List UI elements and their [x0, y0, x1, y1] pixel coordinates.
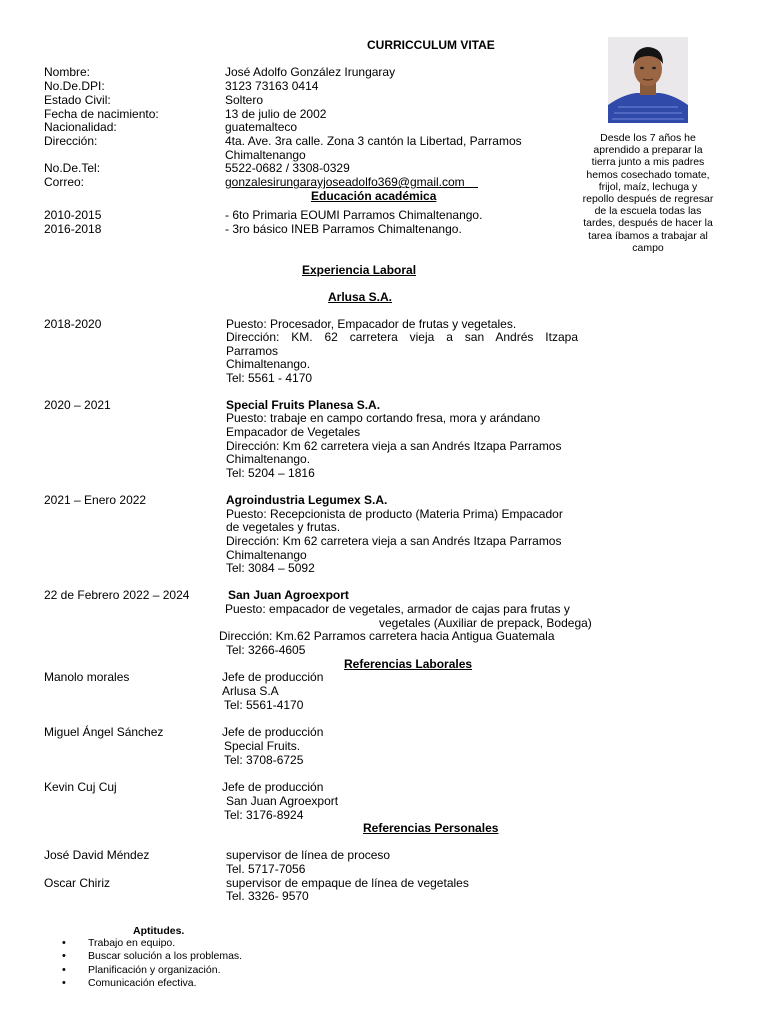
job-company: Special Fruits Planesa S.A.: [226, 398, 381, 412]
ref-name: Kevin Cuj Cuj: [44, 780, 117, 794]
job-line: Puesto: empacador de vegetales, armador de cajas para frutas y: [225, 602, 570, 616]
ref-line: Tel. 3326- 9570: [226, 889, 309, 903]
label-correo: Correo:: [44, 175, 85, 189]
job-line: Chimaltenango.: [226, 357, 311, 371]
value-correo: gonzalesirungarayjoseadolfo369@gmail.com: [225, 175, 478, 189]
profile-photo: [608, 37, 688, 123]
education-item: - 3ro básico INEB Parramos Chimaltenango.: [225, 222, 462, 236]
value-nacionalidad: guatemalteco: [225, 120, 298, 134]
company-arlusa: Arlusa S.A.: [328, 290, 393, 304]
ref-line: Arlusa S.A: [222, 684, 279, 698]
job-line: Puesto: Procesador, Empacador de frutas y vegetales.: [226, 317, 517, 331]
education-years: 2010-2015: [44, 208, 102, 222]
job-period: 22 de Febrero 2022 – 2024: [44, 588, 190, 602]
job-period: 2018-2020: [44, 317, 102, 331]
ref-line: Tel: 3176-8924: [224, 808, 304, 822]
skill-item: • Trabajo en equipo.: [62, 937, 242, 950]
label-nombre: Nombre:: [44, 65, 91, 79]
job-line: Tel: 5561 - 4170: [226, 371, 313, 385]
personal-refs-heading: Referencias Personales: [363, 821, 499, 835]
skill-item: • Planificación y organización.: [62, 964, 242, 977]
ref-line: San Juan Agroexport: [226, 794, 339, 808]
job-line: Dirección: Km 62 carretera vieja a san Andrés Itzapa Parramos: [226, 439, 562, 453]
education-heading: Educación académica: [311, 189, 437, 203]
skills-list: [62, 937, 242, 991]
job-period: 2020 – 2021: [44, 398, 111, 412]
job-company: San Juan Agroexport: [228, 588, 349, 602]
ref-name: Oscar Chiriz: [44, 876, 111, 890]
job-line: Parramos: [226, 344, 279, 358]
value-dpi: 3123 73163 0414: [225, 79, 319, 93]
job-line: Chimaltenango: [226, 548, 307, 562]
ref-line: Jefe de producción: [222, 780, 324, 794]
ref-line: Jefe de producción: [222, 725, 324, 739]
job-line: Tel: 3084 – 5092: [226, 561, 315, 575]
job-line: Puesto: Recepcionista de producto (Materia Prima) Empacador: [226, 507, 563, 521]
label-nacionalidad: Nacionalidad:: [44, 120, 117, 134]
ref-line: Jefe de producción: [222, 670, 324, 684]
label-dpi: No.De.DPI:: [44, 79, 105, 93]
experience-heading: Experiencia Laboral: [302, 263, 417, 277]
education-years: 2016-2018: [44, 222, 102, 236]
label-direccion: Dirección:: [44, 134, 98, 148]
ref-line: Tel: 3708-6725: [224, 753, 304, 767]
value-fecha-nacimiento: 13 de julio de 2002: [225, 107, 327, 121]
ref-line: Tel. 5717-7056: [226, 862, 306, 876]
job-line: Puesto: trabaje en campo cortando fresa, mora y arándano: [226, 411, 541, 425]
value-estado-civil: Soltero: [225, 93, 264, 107]
job-line: Dirección: Km.62 Parramos carretera hacia Antigua Guatemala: [219, 629, 555, 643]
value-direccion-2: Chimaltenango: [225, 148, 306, 162]
education-item: - 6to Primaria EOUMI Parramos Chimaltenango.: [225, 208, 483, 222]
ref-name: José David Méndez: [44, 848, 150, 862]
job-line: Chimaltenango.: [226, 452, 311, 466]
job-line: Dirección: Km 62 carretera vieja a san Andrés Itzapa Parramos: [226, 534, 562, 548]
ref-line: supervisor de empaque de línea de vegetales: [226, 876, 469, 890]
ref-line: supervisor de línea de proceso: [226, 848, 391, 862]
work-refs-heading: Referencias Laborales: [344, 657, 473, 671]
job-line: vegetales (Auxiliar de prepack, Bodega): [379, 616, 592, 630]
label-estado-civil: Estado Civil:: [44, 93, 111, 107]
job-line: de vegetales y frutas.: [226, 520, 341, 534]
job-line: Empacador de Vegetales: [226, 425, 361, 439]
ref-name: Miguel Ángel Sánchez: [44, 725, 164, 739]
label-fecha-nacimiento: Fecha de nacimiento:: [44, 107, 159, 121]
skill-item: • Comunicación efectiva.: [62, 977, 242, 990]
skill-item: • Buscar solución a los problemas.: [62, 950, 242, 963]
value-nombre: José Adolfo González Irungaray: [225, 65, 396, 79]
ref-name: Manolo morales: [44, 670, 130, 684]
job-period: 2021 – Enero 2022: [44, 493, 147, 507]
skills-heading: Aptitudes.: [133, 925, 185, 937]
cv-title: CURRICCULUM VITAE: [367, 38, 495, 52]
ref-line: Special Fruits.: [224, 739, 301, 753]
job-line: Dirección: KM. 62 carretera vieja a san Andrés Itzapa: [226, 330, 578, 344]
label-telefono: No.De.Tel:: [44, 161, 101, 175]
ref-line: Tel: 5561-4170: [224, 698, 304, 712]
value-direccion: 4ta. Ave. 3ra calle. Zona 3 cantón la Libertad, Parramos: [225, 134, 522, 148]
side-note: Desde los 7 años he aprendido a preparar la tierra junto a mis padres hemos cosechado tomate, frijol, maíz, lechuga y repollo después de regresar de la escuela todas las tardes, después de hacer la tarea íbamos a trabajar al campo: [582, 132, 714, 254]
job-line: Tel: 3266-4605: [226, 643, 306, 657]
job-company: Agroindustria Legumex S.A.: [226, 493, 388, 507]
value-telefono: 5522-0682 / 3308-0329: [225, 161, 350, 175]
job-line: Tel: 5204 – 1816: [226, 466, 315, 480]
